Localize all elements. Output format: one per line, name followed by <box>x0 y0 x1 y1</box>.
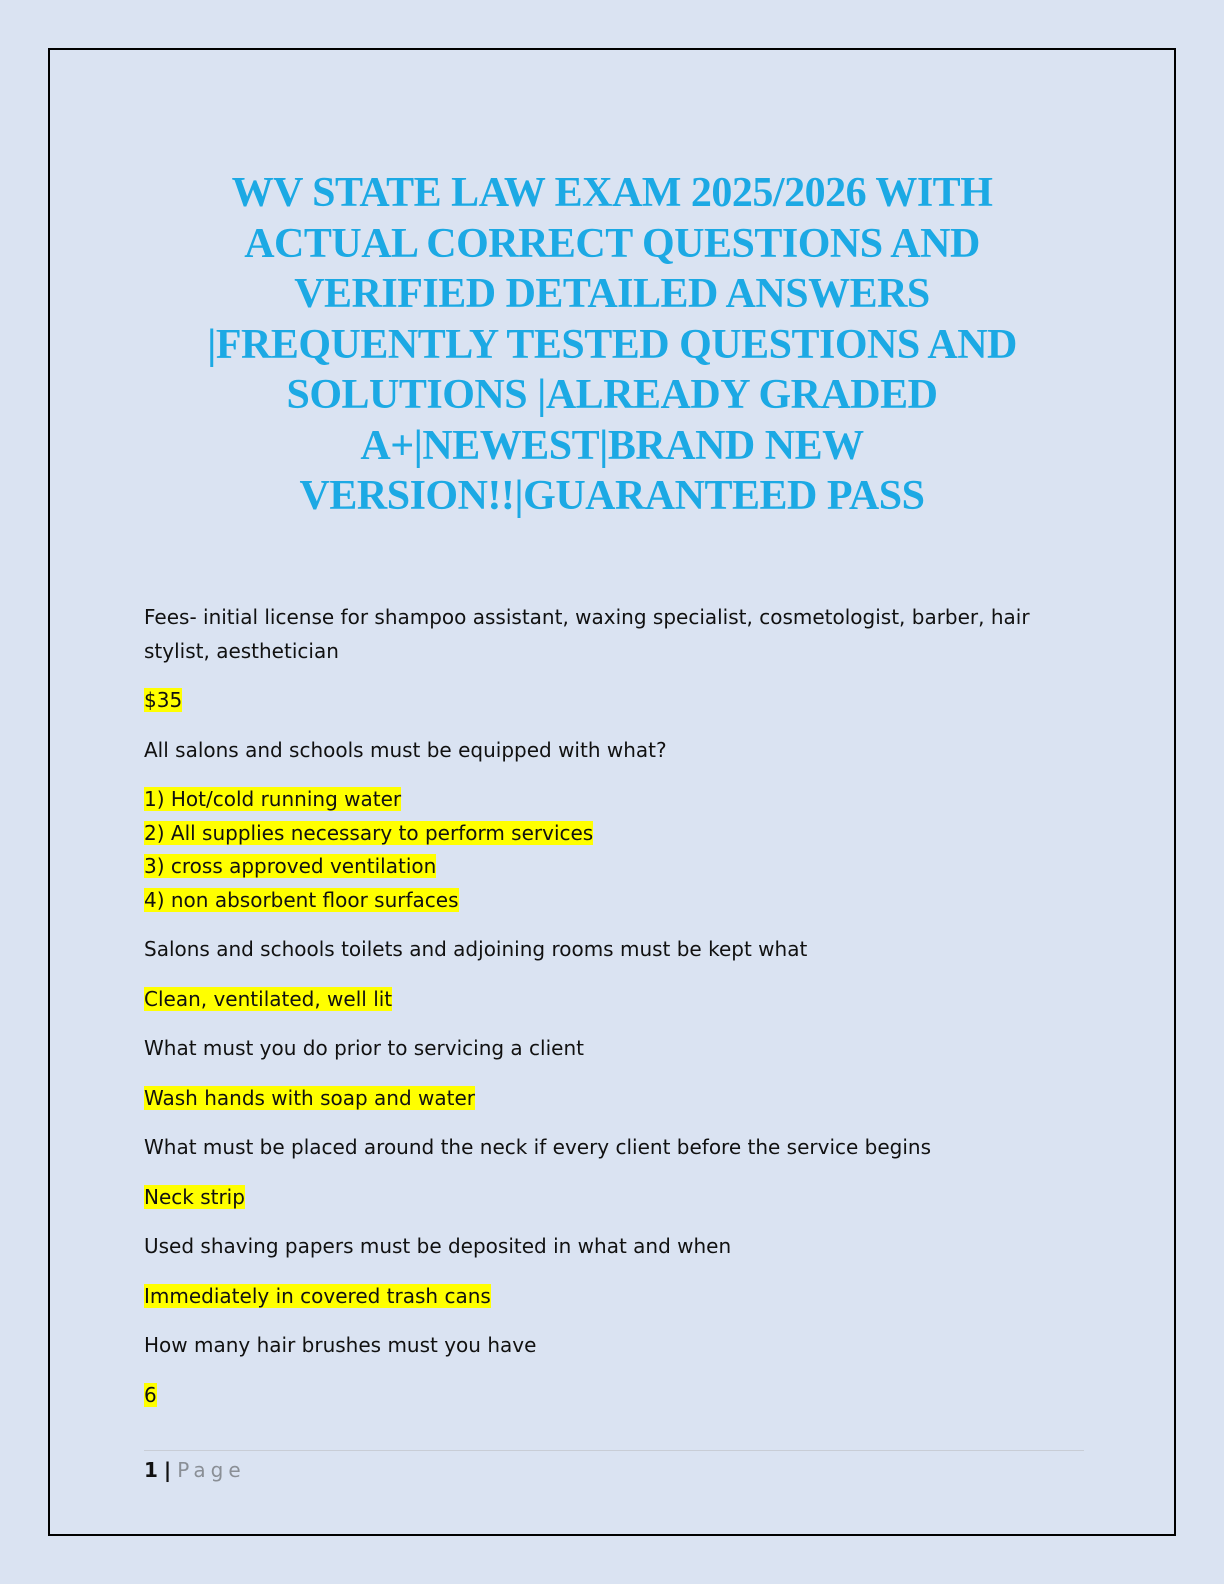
title-line: WV STATE LAW EXAM 2025/2026 WITH <box>231 170 993 216</box>
answer-text <box>144 783 1084 917</box>
document-title <box>130 168 1094 522</box>
answer-text <box>144 1082 1084 1116</box>
answer-highlight: 1) Hot/cold running water <box>144 787 402 811</box>
footer-separator: | <box>163 1458 172 1482</box>
answer-highlight: Neck strip <box>144 1184 245 1209</box>
title-line: |FREQUENTLY TESTED QUESTIONS AND <box>207 321 1017 368</box>
answer-text <box>144 1379 1084 1413</box>
answer-text <box>144 684 1084 718</box>
answer-highlight: 4) non absorbent floor surfaces <box>144 887 459 912</box>
answer-highlight: Clean, ventilated, well lit <box>144 986 393 1011</box>
question-text: What must you do prior to servicing a client <box>144 1036 584 1060</box>
answer-text <box>144 983 1084 1017</box>
answer-text <box>144 1181 1084 1215</box>
answer-highlight: Immediately in covered trash cans <box>144 1283 491 1308</box>
qa-list <box>144 601 1084 1428</box>
page-footer <box>144 1456 246 1484</box>
answer-highlight: $35 <box>144 688 183 712</box>
page-label: Page <box>177 1458 246 1482</box>
title-line: A+|NEWEST|BRAND NEW <box>360 422 864 469</box>
title-line: VERIFIED DETAILED ANSWERS <box>294 271 930 317</box>
question-text: How many hair brushes must you have <box>144 1333 537 1357</box>
question-text: Salons and schools toilets and adjoining rooms must be kept what <box>144 937 808 961</box>
answer-highlight: 6 <box>144 1382 157 1407</box>
question-text: Fees- initial license for shampoo assistant, waxing specialist, cosmetologist, barber, hair stylist, aesthetician <box>144 605 1030 663</box>
question-text: All salons and schools must be equipped with what? <box>144 737 667 762</box>
title-line: SOLUTIONS |ALREADY GRADED <box>286 372 938 418</box>
answer-highlight: 2) All supplies necessary to perform services <box>144 820 594 845</box>
question-text: Used shaving papers must be deposited in what and when <box>144 1234 732 1258</box>
answer-highlight: Wash hands with soap and water <box>144 1085 476 1110</box>
page-number: 1 <box>144 1458 158 1482</box>
answer-text <box>144 1280 1084 1314</box>
title-line: VERSION!!|GUARANTEED PASS <box>299 473 925 519</box>
question-text: What must be placed around the neck if every client before the service begins <box>144 1135 932 1159</box>
answer-highlight: 3) cross approved ventilation <box>144 854 437 878</box>
title-line: ACTUAL CORRECT QUESTIONS AND <box>244 220 980 267</box>
footer-divider <box>144 1450 1084 1451</box>
